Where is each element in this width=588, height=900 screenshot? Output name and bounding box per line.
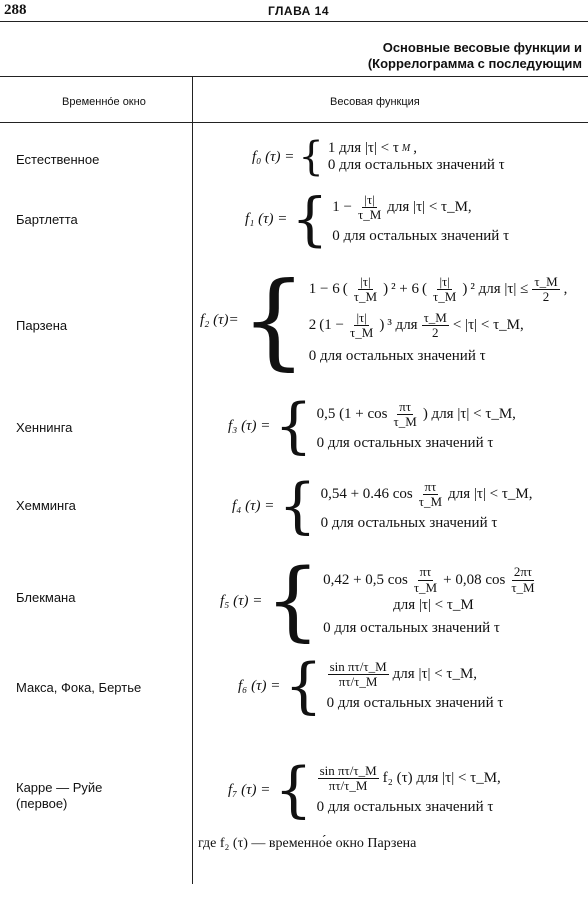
weight-function xyxy=(245,185,510,253)
fraction: $\frac{2\pi\tau}{\tau\_M}$ xyxy=(511,564,535,595)
weight-function xyxy=(252,134,505,180)
case-line: для |τ| < τ_M xyxy=(393,596,474,613)
window-name: Карре — Руйе xyxy=(16,780,103,795)
case-line: 0 для остальных значений τ xyxy=(327,157,505,173)
case-line: 0 для остальных значений τ xyxy=(316,435,494,452)
function-symbol: f₅ (τ) = xyxy=(220,592,263,609)
brace: { xyxy=(265,551,321,651)
case-line: $\frac{\text{sin πτ/τ\_M}}{\pi\tau/\tau\_M}$ f₂ (τ) для |τ| < τ_M, xyxy=(319,762,501,793)
case-line: 1 − 6 ( $\frac{|\tau|}{\tau\_M}$ ) ² + 6 ( $\frac{|\tau|}{\tau\_M}$ ) ² для |τ| ≤ $\frac{\tau\_M}{2}$ , xyxy=(308,273,568,305)
weight-function xyxy=(228,755,501,825)
chapter-heading: ГЛАВА 14 xyxy=(268,4,330,18)
brace: { xyxy=(274,755,313,825)
table-top-rule xyxy=(0,76,588,77)
fraction: $\frac{\pi\tau}{\tau\_M}$ xyxy=(413,564,438,595)
case-line: 0 для остальных значений τ xyxy=(326,695,504,712)
fraction: $\frac{|\tau|}{\tau\_M}$ xyxy=(358,191,382,222)
case-line: 0,5 (1 + cos $\frac{\pi\tau}{\tau\_M}$ ) для |τ| < τ_M, xyxy=(316,398,516,429)
function-symbol: f₆ (τ) = xyxy=(238,677,281,694)
fraction: $\frac{\pi\tau}{\tau\_M}$ xyxy=(418,478,443,509)
window-name: Естественное xyxy=(16,152,100,167)
case-line: 0,42 + 0,5 cos $\frac{\pi\tau}{\tau\_M}$ + 0,08 cos $\frac{2\pi\tau}{\tau\_M}$ xyxy=(323,564,535,595)
function-symbol: f₂ (τ)= xyxy=(200,311,239,328)
fraction: $\frac{|\tau|}{\tau\_M}$ xyxy=(433,273,457,305)
fraction: $\frac{\text{sin πτ/τ\_M}}{\pi\tau/\tau\_M}$ xyxy=(319,762,377,793)
weight-function xyxy=(200,259,568,381)
brace: { xyxy=(240,259,307,381)
case-line: 0 для остальных значений τ xyxy=(323,619,500,636)
case-line: 0 для остальных значений τ xyxy=(332,228,510,245)
window-name: Макса, Фока, Бертье xyxy=(16,680,142,695)
case-line: 0 для остальных значений τ xyxy=(308,348,486,365)
fraction: $\frac{\pi\tau}{\tau\_M}$ xyxy=(393,398,417,429)
window-name: Блекмана xyxy=(16,590,76,605)
fraction: $\frac{\text{sin πτ/τ\_M}}{\pi\tau/\tau\_M}$ xyxy=(329,658,387,689)
case-line: 0,54 + 0.46 cos $\frac{\pi\tau}{\tau\_M}$ для |τ| < τ_M, xyxy=(320,478,533,509)
function-symbol: f₁ (τ) = xyxy=(245,210,288,227)
header-rule xyxy=(0,21,588,22)
table-title-line1: Основные весовые функции и xyxy=(382,40,582,55)
brace: { xyxy=(278,471,317,541)
function-symbol: f₃ (τ) = xyxy=(228,417,271,434)
weight-function xyxy=(220,551,538,651)
window-name: Парзена xyxy=(16,318,68,333)
weight-function xyxy=(228,391,516,461)
window-name: Бартлетта xyxy=(16,212,78,227)
table-header-rule xyxy=(0,122,588,123)
case-line: 2 (1 − $\frac{|\tau|}{\tau\_M}$ ) ³ для $\frac{\tau\_M}{2}$ < |τ| < τ_M, xyxy=(308,309,524,340)
table-note: где f₂ (τ) — временно́е окно Парзена xyxy=(198,836,417,851)
fraction: $\frac{|\tau|}{\tau\_M}$ xyxy=(350,309,374,340)
fraction: $\frac{|\tau|}{\tau\_M}$ xyxy=(353,273,378,305)
case-line: 1 для |τ| < τ M , xyxy=(327,140,417,156)
brace: { xyxy=(274,391,313,461)
case-line: 0 для остальных значений τ xyxy=(316,799,494,816)
function-symbol: f₄ (τ) = xyxy=(232,497,275,514)
table-title-line2: (Коррелограмма с последующим xyxy=(367,56,582,71)
fraction: $\frac{\tau\_M}{2}$ xyxy=(423,309,447,340)
column-header-weight: Весовая функция xyxy=(330,96,420,108)
brace: { xyxy=(298,134,324,180)
window-name: Хеннинга xyxy=(16,420,73,435)
column-header-window: Временно́е окно xyxy=(62,96,146,108)
case-line: 1 − $\frac{|\tau|}{\tau\_M}$ для |τ| < τ_M, xyxy=(332,191,472,222)
case-line: 0 для остальных значений τ xyxy=(320,515,498,532)
window-name-sub: (первое) xyxy=(16,796,68,811)
window-name: Хемминга xyxy=(16,498,76,513)
brace: { xyxy=(284,651,323,721)
function-symbol: f₀ (τ) = xyxy=(252,148,295,165)
brace: { xyxy=(291,185,329,253)
weight-function xyxy=(238,651,504,721)
page-number: 288 xyxy=(4,2,27,18)
weight-function xyxy=(232,471,533,541)
function-symbol: f₇ (τ) = xyxy=(228,781,271,798)
case-line: $\frac{\text{sin πτ/τ\_M}}{\pi\tau/\tau\_M}$ для |τ| < τ_M, xyxy=(329,658,478,689)
column-divider xyxy=(192,76,193,884)
fraction: $\frac{\tau\_M}{2}$ xyxy=(534,273,558,305)
